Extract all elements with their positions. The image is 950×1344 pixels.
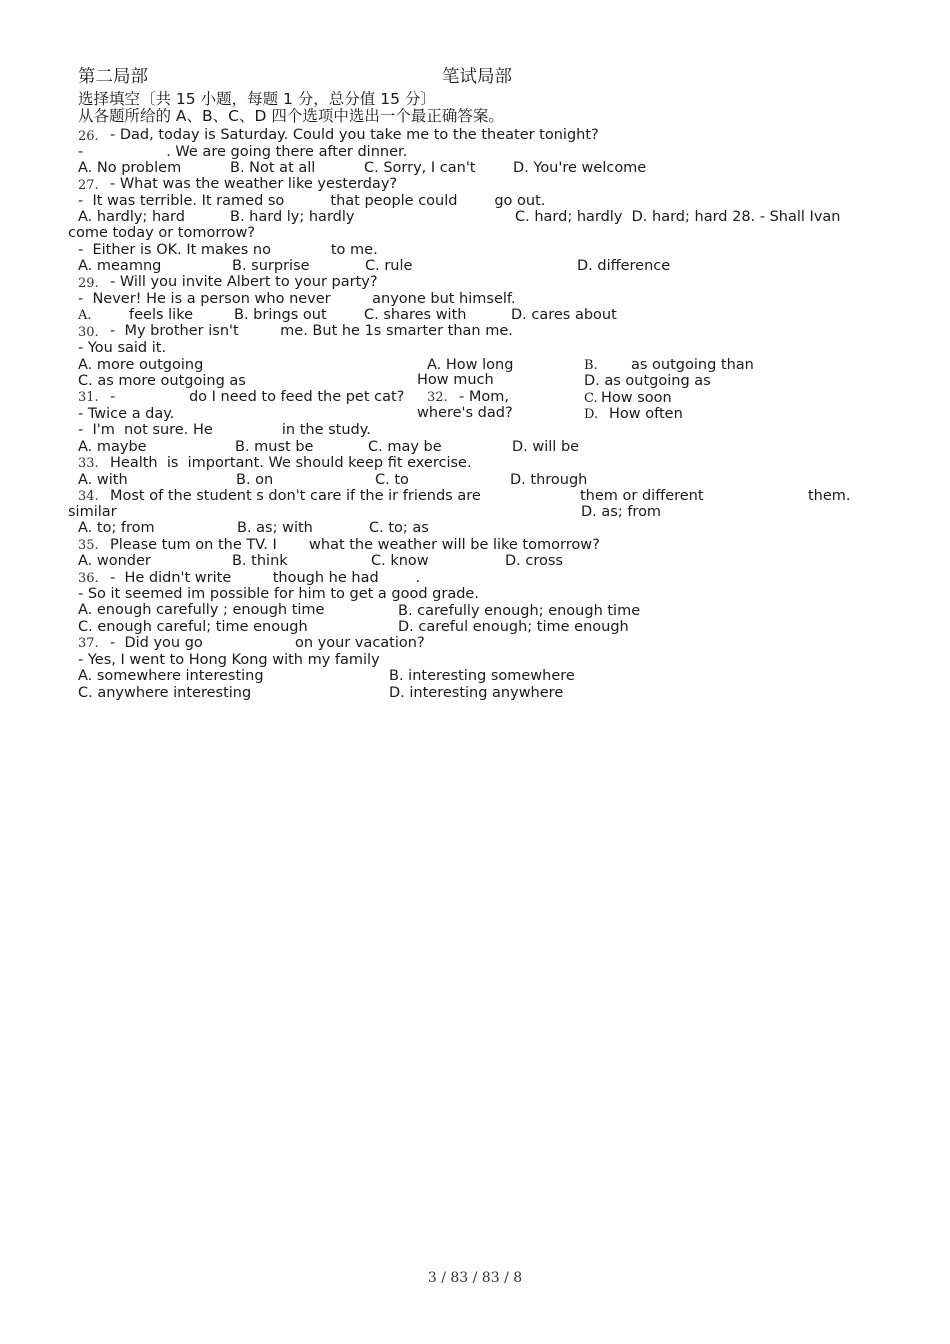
option-b-next-question: How much bbox=[417, 372, 494, 388]
option-c: C. know bbox=[371, 553, 429, 569]
option-a-label: A. bbox=[78, 308, 92, 323]
question-number: 36. bbox=[78, 571, 99, 586]
option-d-label: D. bbox=[584, 407, 599, 422]
option-b: B. surprise bbox=[232, 258, 310, 274]
question-response: - . We are going there after dinner. bbox=[78, 144, 408, 160]
option-a: A. hardly; hard bbox=[78, 209, 185, 225]
question-stem: - My brother isn't me. But he 1s smarter than me. bbox=[110, 323, 513, 339]
question-stem-end: them. bbox=[808, 488, 851, 504]
question-number: 32. bbox=[427, 390, 448, 405]
option-c: C. to; as bbox=[369, 520, 429, 536]
instruction-text: 从各题所给的 A、B、C、D 四个选项中选出一个最正确答案。 bbox=[78, 107, 504, 125]
option-a: A. somewhere interesting bbox=[78, 668, 264, 684]
question-stem: - Dad, today is Saturday. Could you take me to the theater tonight? bbox=[110, 127, 599, 143]
question-response: - I'm not sure. He in the study. bbox=[78, 422, 371, 438]
option-a-next-question: A. How long bbox=[427, 357, 514, 373]
option-c: C. Sorry, I can't bbox=[364, 160, 476, 176]
option-b: B. hard ly; hardly bbox=[230, 209, 355, 225]
question-number: 34. bbox=[78, 489, 99, 504]
question-stem: - Mom, bbox=[459, 389, 509, 405]
option-d: D. through bbox=[510, 472, 588, 488]
option-c: C. as more outgoing as bbox=[78, 373, 246, 389]
option-b-label: B. bbox=[584, 358, 598, 373]
question-number: 35. bbox=[78, 538, 99, 553]
option-b: B. think bbox=[232, 553, 288, 569]
option-b: B. Not at all bbox=[230, 160, 316, 176]
option-d: D. You're welcome bbox=[513, 160, 647, 176]
question-stem: - What was the weather like yesterday? bbox=[110, 176, 398, 192]
question-stem: Most of the student s don't care if the ir friends are bbox=[110, 488, 481, 504]
section-subtitle: 笔试局部 bbox=[442, 67, 512, 87]
option-a: A. wonder bbox=[78, 553, 151, 569]
question-stem-continued: come today or tomorrow? bbox=[68, 225, 256, 241]
option-c: C. may be bbox=[368, 439, 442, 455]
option-d: D. will be bbox=[512, 439, 580, 455]
option-b: B. must be bbox=[235, 439, 314, 455]
option-b: as outgoing than bbox=[631, 357, 754, 373]
option-a: A. enough carefully ; enough time bbox=[78, 602, 325, 618]
question-stem: Please tum on the TV. I what the weather will be like tomorrow? bbox=[110, 537, 600, 553]
page-number: 3 / 83 / 83 / 8 bbox=[427, 1270, 523, 1286]
question-number: 27. bbox=[78, 178, 99, 193]
option-similar: similar bbox=[68, 504, 117, 520]
option-c: C. to bbox=[375, 472, 409, 488]
question-response: - So it seemed im possible for him to get a good grade. bbox=[78, 586, 479, 602]
option-b: B. brings out bbox=[234, 307, 327, 323]
option-b: B. carefully enough; enough time bbox=[398, 603, 641, 619]
option-c: C. enough careful; time enough bbox=[78, 619, 308, 635]
option-cd-and-next-question: C. hard; hardly D. hard; hard 28. - Shall Ivan bbox=[515, 209, 841, 225]
question-number: 37. bbox=[78, 636, 99, 651]
option-a: A. with bbox=[78, 472, 128, 488]
part-heading: 选择填空〔共 15 小题，每题 1 分，总分值 15 分〕 bbox=[78, 90, 436, 108]
option-a: A. more outgoing bbox=[78, 357, 204, 373]
option-b: B. interesting somewhere bbox=[389, 668, 575, 684]
option-a: A. No problem bbox=[78, 160, 182, 176]
question-number: 29. bbox=[78, 276, 99, 291]
option-c: C. shares with bbox=[364, 307, 467, 323]
question-stem-mid: them or different bbox=[580, 488, 704, 504]
option-d: D. cross bbox=[505, 553, 563, 569]
question-response: - Never! He is a person who never anyone but himself. bbox=[78, 291, 516, 307]
option-d: D. as; from bbox=[581, 504, 662, 520]
option-d: D. careful enough; time enough bbox=[398, 619, 629, 635]
question-response: - Either is OK. It makes no to me. bbox=[78, 242, 378, 258]
option-b: B. as; with bbox=[237, 520, 313, 536]
question-number: 30. bbox=[78, 325, 99, 340]
question-response: - Twice a day. bbox=[78, 406, 175, 422]
question-response: - It was terrible. It ramed so that people could go out. bbox=[78, 193, 546, 209]
question-stem: - Will you invite Albert to your party? bbox=[110, 274, 378, 290]
question-stem: Health is important. We should keep fit exercise. bbox=[110, 455, 472, 471]
question-stem-continued: where's dad? bbox=[417, 405, 513, 421]
option-d: D. as outgoing as bbox=[584, 373, 711, 389]
question-response: - Yes, I went to Hong Kong with my family bbox=[78, 652, 380, 668]
question-stem: - do I need to feed the pet cat? bbox=[110, 389, 405, 405]
option-d: How often bbox=[609, 406, 683, 422]
question-number: 33. bbox=[78, 456, 99, 471]
option-a: A. to; from bbox=[78, 520, 155, 536]
option-a: feels like bbox=[129, 307, 193, 323]
question-number: 31. bbox=[78, 390, 99, 405]
option-a: A. maybe bbox=[78, 439, 147, 455]
section-title: 第二局部 bbox=[78, 67, 148, 87]
option-d: D. difference bbox=[577, 258, 671, 274]
option-d: D. cares about bbox=[511, 307, 617, 323]
option-c: How soon bbox=[601, 390, 672, 406]
option-c-label: C. bbox=[584, 391, 598, 406]
question-response: - You said it. bbox=[78, 340, 167, 356]
question-stem: - He didn't write though he had . bbox=[110, 570, 421, 586]
option-a: A. meamng bbox=[78, 258, 162, 274]
option-d: D. interesting anywhere bbox=[389, 685, 564, 701]
option-c: C. anywhere interesting bbox=[78, 685, 252, 701]
option-c: C. rule bbox=[365, 258, 413, 274]
question-stem: - Did you go on your vacation? bbox=[110, 635, 425, 651]
option-b: B. on bbox=[236, 472, 274, 488]
question-number: 26. bbox=[78, 129, 99, 144]
